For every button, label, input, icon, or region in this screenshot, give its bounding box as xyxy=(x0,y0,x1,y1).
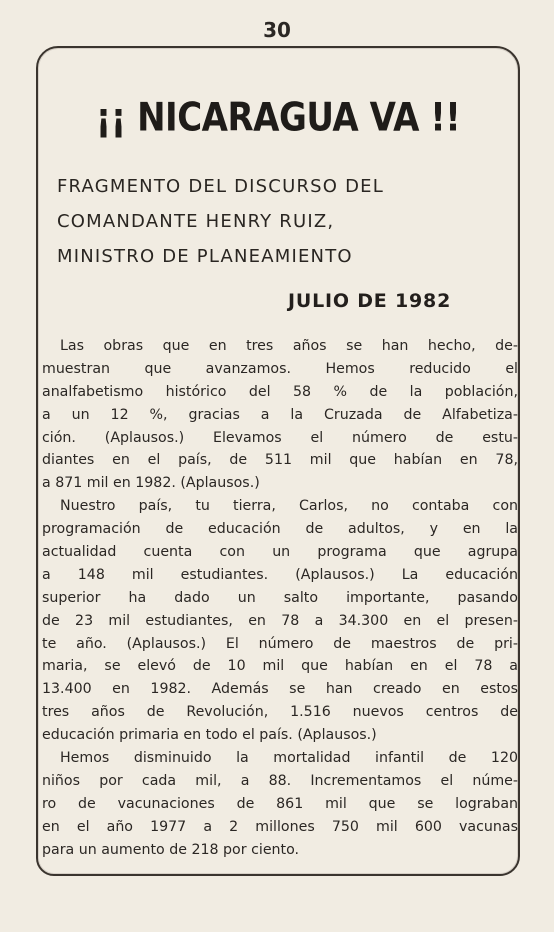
paragraph-2 xyxy=(42,495,518,747)
text-line: Nuestro país, tu tierra, Carlos, no contaba con xyxy=(60,498,518,515)
text-line: programación de educación de adultos, y en la xyxy=(42,521,518,538)
text-line: diantes en el país, de 511 mil que habían en 78, xyxy=(42,452,518,469)
text-line: a un 12 %, gracias a la Cruzada de Alfabetiza- xyxy=(42,406,518,423)
subhead-line-2: COMANDANTE HENRY RUIZ, xyxy=(57,211,335,232)
text-line: para un aumento de 218 por ciento. xyxy=(42,841,300,858)
subhead-line-3: MINISTRO DE PLANEAMIENTO xyxy=(57,246,353,267)
text-line: a 871 mil en 1982. (Aplausos.) xyxy=(42,475,260,492)
text-line: actualidad cuenta con un programa que agrupa xyxy=(42,544,518,561)
text-line: analfabetismo histórico del 58 % de la población, xyxy=(42,383,518,400)
text-line: en el año 1977 a 2 millones 750 mil 600 vacunas xyxy=(42,818,518,835)
paragraph-1 xyxy=(42,335,518,495)
text-line: 13.400 en 1982. Además se han creado en estos xyxy=(42,681,518,698)
text-line: muestran que avanzamos. Hemos reducido el xyxy=(42,360,518,377)
text-line: a 148 mil estudiantes. (Aplausos.) La educación xyxy=(42,566,518,583)
text-line: niños por cada mil, a 88. Incrementamos el núme- xyxy=(42,772,518,789)
text-line: de 23 mil estudiantes, en 78 a 34.300 en el presen- xyxy=(42,612,518,629)
text-line: ro de vacunaciones de 861 mil que se lograban xyxy=(42,795,518,812)
text-line: tres años de Revolución, 1.516 nuevos centros de xyxy=(42,704,518,721)
subhead-line-1: FRAGMENTO DEL DISCURSO DEL xyxy=(57,176,384,197)
text-line: Hemos disminuido la mortalidad infantil de 120 xyxy=(60,750,518,767)
text-line: te año. (Aplausos.) El número de maestros de pri- xyxy=(42,635,518,652)
page-number: 30 xyxy=(263,18,291,42)
article-body xyxy=(42,335,518,861)
text-line: maria, se elevó de 10 mil que habían en el 78 a xyxy=(42,658,518,675)
text-line: Las obras que en tres años se han hecho, de- xyxy=(60,338,518,354)
speech-date: JULIO DE 1982 xyxy=(288,290,452,312)
headline: ¡¡ NICARAGUA VA !! xyxy=(95,95,461,141)
paragraph-3 xyxy=(42,747,518,861)
text-line: educación primaria en todo el país. (Aplausos.) xyxy=(42,727,377,744)
text-line: ción. (Aplausos.) Elevamos el número de estu- xyxy=(42,429,518,446)
text-line: superior ha dado un salto importante, pasando xyxy=(42,589,518,606)
